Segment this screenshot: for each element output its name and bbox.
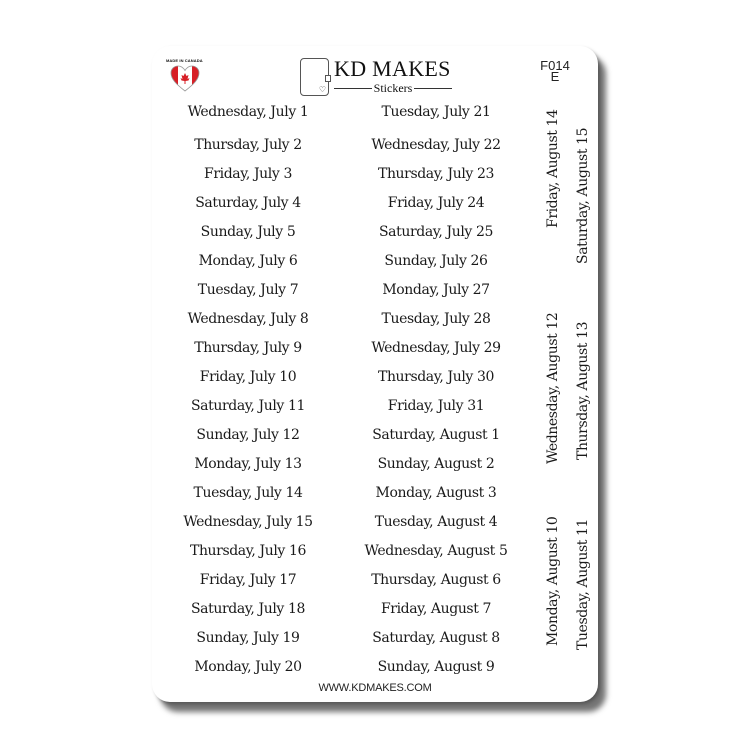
canada-heart-icon (170, 65, 200, 93)
vertical-date-sticker: Monday, August 10 (545, 516, 561, 646)
badge-text: MADE IN CANADA (166, 58, 203, 63)
date-sticker: Sunday, July 26 (384, 253, 488, 269)
date-sticker: Saturday, July 25 (378, 224, 493, 240)
vertical-date-sticker: Wednesday, August 12 (545, 312, 561, 464)
brand-title: KD MAKES (334, 56, 451, 81)
date-sticker: Wednesday, July 1 (187, 104, 309, 120)
date-sticker: Tuesday, July 14 (193, 485, 303, 501)
date-sticker: Saturday, July 11 (190, 398, 305, 414)
date-sticker: Friday, July 24 (387, 195, 485, 211)
date-sticker: Monday, July 27 (382, 282, 490, 298)
date-sticker: Friday, July 3 (204, 166, 292, 182)
date-column-1 (148, 98, 348, 682)
date-sticker: Tuesday, August 4 (374, 514, 498, 530)
date-sticker: Sunday, July 5 (200, 224, 296, 240)
date-sticker: Sunday, August 2 (377, 456, 495, 472)
date-sticker: Thursday, July 16 (190, 543, 306, 559)
date-sticker: Tuesday, July 7 (197, 282, 299, 298)
date-sticker: Saturday, July 4 (195, 195, 301, 211)
date-sticker: Wednesday, July 22 (371, 137, 501, 153)
date-sticker: Monday, July 13 (194, 456, 302, 472)
date-sticker: Friday, July 31 (387, 398, 485, 414)
date-sticker: Thursday, July 30 (378, 369, 494, 385)
made-in-canada-badge (166, 58, 206, 94)
date-sticker: Wednesday, July 15 (183, 514, 313, 530)
date-sticker: Friday, August 7 (380, 601, 492, 617)
date-sticker: Sunday, July 19 (196, 630, 300, 646)
date-sticker: Saturday, July 18 (190, 601, 305, 617)
kd-makes-logo (300, 56, 460, 100)
date-sticker: Sunday, August 9 (377, 659, 495, 675)
date-sticker: Wednesday, July 29 (371, 340, 501, 356)
vertical-date-sticker: Saturday, August 15 (575, 127, 591, 264)
date-sticker: Monday, July 20 (194, 659, 302, 675)
date-sticker: Friday, July 17 (199, 572, 297, 588)
date-sticker: Saturday, August 8 (372, 630, 500, 646)
date-sticker: Monday, August 3 (375, 485, 497, 501)
sheet-code: F014 E (540, 58, 570, 84)
date-sticker: Wednesday, August 5 (364, 543, 508, 559)
date-sticker: Tuesday, July 21 (381, 104, 491, 120)
vertical-date-sticker: Friday, August 14 (545, 109, 561, 228)
website-url: WWW.KDMAKES.COM (318, 682, 432, 694)
date-column-2 (336, 98, 536, 682)
sticker-sheet (152, 46, 598, 702)
date-sticker: Thursday, July 2 (194, 137, 302, 153)
brand-subtitle: Stickers (334, 81, 452, 96)
date-sticker: Saturday, August 1 (372, 427, 500, 443)
date-sticker: Monday, July 6 (198, 253, 298, 269)
date-sticker: Friday, July 10 (199, 369, 297, 385)
date-sticker: Sunday, July 12 (196, 427, 300, 443)
date-sticker: Wednesday, July 8 (187, 311, 309, 327)
date-sticker: Thursday, July 23 (378, 166, 494, 182)
vertical-date-sticker: Tuesday, August 11 (575, 518, 591, 650)
planner-icon (300, 58, 329, 96)
date-sticker: Tuesday, July 28 (381, 311, 491, 327)
vertical-date-sticker: Thursday, August 13 (575, 321, 591, 460)
heart-icon: ♡ (318, 85, 326, 94)
date-sticker: Thursday, July 9 (194, 340, 302, 356)
date-sticker: Thursday, August 6 (371, 572, 501, 588)
